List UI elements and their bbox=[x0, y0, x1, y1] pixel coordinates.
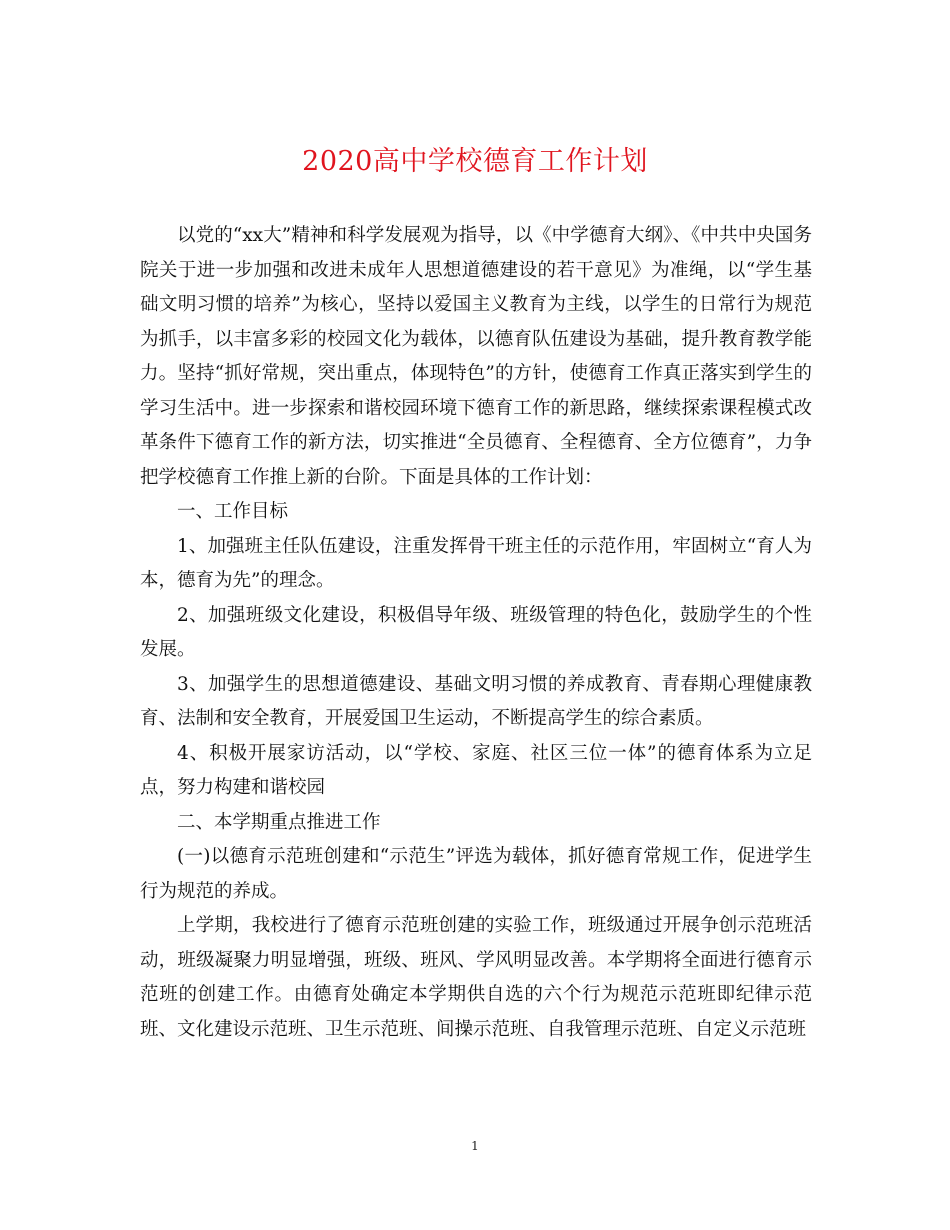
paragraph-goal-4: 4、积极开展家访活动，以“学校、家庭、社区三位一体”的德育体系为立足点，努力构建和谐校园 bbox=[140, 742, 812, 798]
paragraph-goal-2: 2、加强班级文化建设，积极倡导年级、班级管理的特色化，鼓励学生的个性发展。 bbox=[140, 604, 812, 660]
document-title: 2020高中学校德育工作计划 bbox=[302, 146, 648, 177]
paragraph-last-semester: 上学期，我校进行了德育示范班创建的实验工作，班级通过开展争创示范班活动，班级凝聚力明显增强，班级、班风、学风明显改善。本学期将全面进行德育示范班的创建工作。由德育处确定本学期供自选的六个行为规范示范班即纪律示范班、文化建设示范班、卫生示范班、间操示范班、自我管理示范班、自定义示范班 bbox=[140, 915, 812, 1040]
document-body bbox=[140, 219, 812, 1047]
paragraph-intro: 以党的“xx大”精神和科学发展观为指导，以《中学德育大纲》、《中共中央国务院关于进一步加强和改进未成年人思想道德建设的若干意见》为准绳，以“学生基础文明习惯的培养”为核心，坚持以爱国主义教育为主线，以学生的日常行为规范为抓手，以丰富多彩的校园文化为载体，以德育队伍建设为基础，提升教育教学能力。坚持“抓好常规，突出重点，体现特色”的方针，使德育工作真正落实到学生的学习生活中。进一步探索和谐校园环境下德育工作的新思路，继续探索课程模式改革条件下德育工作的新方法，切实推进“全员德育、全程德育、全方位德育”，力争把学校德育工作推上新的台阶。下面是具体的工作计划： bbox=[140, 225, 812, 488]
paragraph-goal-1: 1、加强班主任队伍建设，注重发挥骨干班主任的示范作用，牢固树立“育人为本，德育为先”的理念。 bbox=[140, 535, 812, 591]
page-number: 1 bbox=[471, 1139, 479, 1153]
heading-key-work: 二、本学期重点推进工作 bbox=[177, 811, 381, 833]
paragraph-goal-3: 3、加强学生的思想道德建设、基础文明习惯的养成教育、青春期心理健康教育、法制和安全教育，开展爱国卫生运动，不断提高学生的综合素质。 bbox=[140, 673, 812, 729]
paragraph-key-work-1: (一)以德育示范班创建和“示范生”评选为载体，抓好德育常规工作，促进学生行为规范的养成。 bbox=[140, 846, 812, 902]
heading-work-goals: 一、工作目标 bbox=[177, 501, 289, 522]
